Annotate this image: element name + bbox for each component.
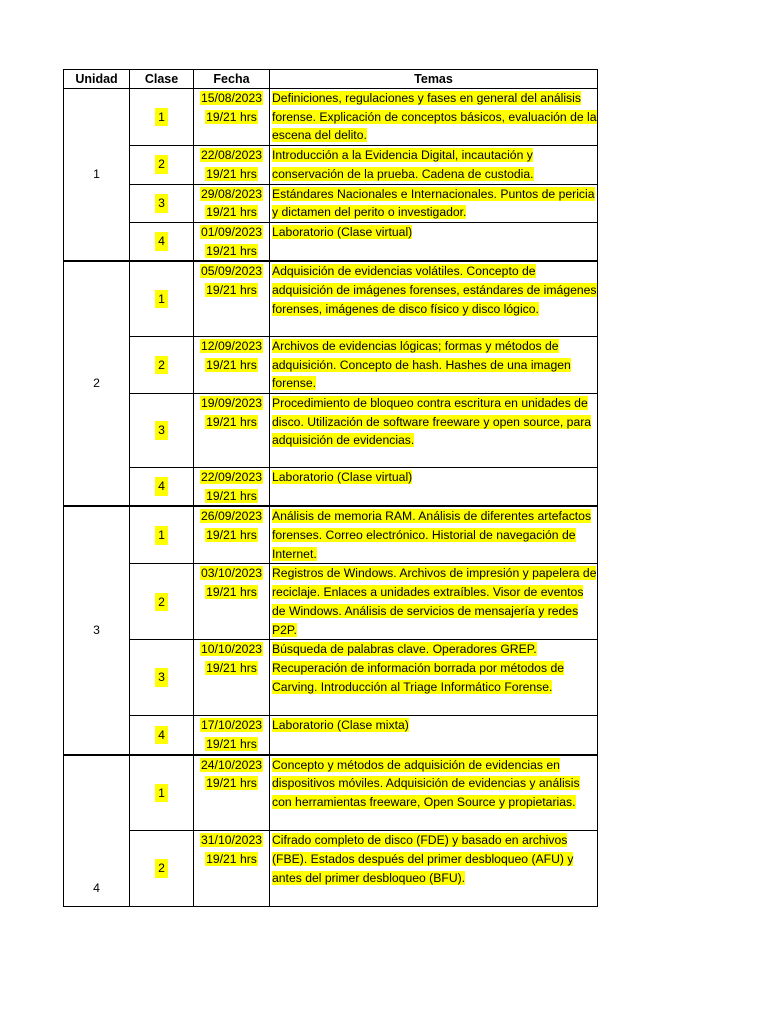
class-time: 19/21 hrs — [206, 166, 257, 181]
clase-number: 3 — [155, 421, 168, 440]
clase-cell — [130, 755, 194, 831]
table-row — [64, 831, 598, 907]
clase-cell — [130, 336, 194, 393]
class-time: 19/21 hrs — [206, 736, 257, 751]
clase-number: 2 — [155, 356, 168, 375]
fecha-cell — [194, 831, 270, 907]
tema-text: Búsqueda de palabras clave. Operadores GREP. Recuperación de información borrada por métodos de Carving. Introducción al Triage Informático Forense. — [272, 642, 564, 694]
tema-cell — [270, 222, 598, 261]
tema-cell — [270, 640, 598, 716]
table-row — [64, 640, 598, 716]
class-date: 22/08/2023 — [201, 148, 262, 163]
class-date: 03/10/2023 — [201, 566, 262, 581]
fecha-cell — [194, 222, 270, 261]
clase-number: 1 — [155, 784, 168, 803]
tema-text: Cifrado completo de disco (FDE) y basado en archivos (FBE). Estados después del primer desbloqueo (AFU) y antes del primer desbloqueo (BFU). — [272, 833, 574, 885]
class-date: 22/09/2023 — [201, 469, 262, 484]
class-date: 29/08/2023 — [201, 186, 262, 201]
clase-number: 4 — [155, 477, 168, 496]
table-row — [64, 564, 598, 640]
clase-number: 1 — [155, 108, 168, 127]
clase-number: 2 — [155, 593, 168, 612]
schedule-table — [63, 69, 598, 907]
class-time: 19/21 hrs — [206, 357, 257, 372]
clase-cell — [130, 564, 194, 640]
fecha-cell — [194, 184, 270, 222]
clase-number: 1 — [155, 290, 168, 309]
tema-cell — [270, 716, 598, 755]
header-temas: Temas — [270, 70, 598, 89]
tema-text: Registros de Windows. Archivos de impresión y papelera de reciclaje. Enlaces a unidades extraíbles. Visor de eventos de Windows. Análisis de servicios de mensajería y redes P2P. — [272, 566, 597, 637]
unidad-cell: 1 — [64, 89, 130, 262]
header-fecha: Fecha — [194, 70, 270, 89]
clase-cell — [130, 467, 194, 506]
tema-cell — [270, 184, 598, 222]
tema-cell — [270, 393, 598, 467]
table-row — [64, 184, 598, 222]
tema-text: Concepto y métodos de adquisición de evidencias en dispositivos móviles. Adquisición de evidencias y análisis con herramientas freeware, Open Source y propietarias. — [272, 757, 580, 810]
tema-text: Laboratorio (Clase mixta) — [272, 718, 409, 733]
tema-cell — [270, 336, 598, 393]
table-row — [64, 506, 598, 564]
fecha-cell — [194, 467, 270, 506]
fecha-cell — [194, 146, 270, 184]
fecha-cell — [194, 564, 270, 640]
tema-text: Laboratorio (Clase virtual) — [272, 469, 413, 484]
header-clase: Clase — [130, 70, 194, 89]
fecha-cell — [194, 716, 270, 755]
clase-cell — [130, 261, 194, 336]
table-row — [64, 146, 598, 184]
class-date: 15/08/2023 — [201, 91, 262, 105]
clase-number: 1 — [155, 526, 168, 545]
class-time: 19/21 hrs — [206, 414, 257, 429]
class-date: 31/10/2023 — [201, 833, 262, 848]
fecha-cell — [194, 640, 270, 716]
tema-cell — [270, 89, 598, 146]
clase-cell — [130, 640, 194, 716]
tema-text: Introducción a la Evidencia Digital, incautación y conservación de la prueba. Cadena de custodia. — [272, 148, 534, 181]
clase-number: 2 — [155, 859, 168, 878]
tema-text: Archivos de evidencias lógicas; formas y métodos de adquisición. Concepto de hash. Hashes de una imagen forense. — [272, 338, 571, 391]
clase-cell — [130, 716, 194, 755]
fecha-cell — [194, 261, 270, 336]
tema-text: Estándares Nacionales e Internacionales. Puntos de pericia y dictamen del perito o investigador. — [272, 186, 595, 220]
clase-cell — [130, 222, 194, 261]
class-time: 19/21 hrs — [206, 660, 257, 675]
table-row — [64, 336, 598, 393]
class-time: 19/21 hrs — [206, 243, 257, 258]
table-row — [64, 716, 598, 755]
unidad-cell: 3 — [64, 506, 130, 754]
fecha-cell — [194, 393, 270, 467]
fecha-cell — [194, 89, 270, 146]
tema-text: Adquisición de evidencias volátiles. Concepto de adquisición de imágenes forenses, estándares de imágenes forenses, imágenes de disco físico y disco lógico. — [272, 264, 597, 316]
class-time: 19/21 hrs — [206, 776, 257, 791]
class-time: 19/21 hrs — [206, 851, 257, 866]
class-time: 19/21 hrs — [206, 585, 257, 600]
tema-text: Análisis de memoria RAM. Análisis de diferentes artefactos forenses. Correo electrónico. Historial de navegación de Internet. — [272, 509, 592, 561]
clase-number: 4 — [155, 726, 168, 745]
clase-cell — [130, 393, 194, 467]
tema-text: Laboratorio (Clase virtual) — [272, 224, 413, 239]
class-date: 01/09/2023 — [201, 224, 262, 239]
fecha-cell — [194, 506, 270, 564]
fecha-cell — [194, 336, 270, 393]
clase-number: 3 — [155, 194, 168, 213]
class-time: 19/21 hrs — [206, 109, 257, 124]
clase-cell — [130, 89, 194, 146]
clase-cell — [130, 831, 194, 907]
clase-cell — [130, 506, 194, 564]
clase-cell — [130, 184, 194, 222]
table-row — [64, 89, 598, 146]
class-date: 10/10/2023 — [201, 642, 262, 657]
unidad-cell: 4 — [64, 755, 130, 907]
tema-cell — [270, 831, 598, 907]
tema-cell — [270, 506, 598, 564]
table-row — [64, 393, 598, 467]
class-time: 19/21 hrs — [206, 205, 257, 220]
tema-cell — [270, 564, 598, 640]
class-time: 19/21 hrs — [206, 283, 257, 298]
tema-cell — [270, 755, 598, 831]
class-date: 17/10/2023 — [201, 718, 262, 733]
tema-cell — [270, 146, 598, 184]
tema-text: Definiciones, regulaciones y fases en general del análisis forense. Explicación de conceptos básicos, evaluación de la escena del delito. — [272, 91, 597, 143]
fecha-cell — [194, 755, 270, 831]
class-date: 12/09/2023 — [201, 338, 262, 353]
tema-text: Procedimiento de bloqueo contra escritura en unidades de disco. Utilización de software freeware y open source, para adquisición de evidencias. — [272, 395, 592, 448]
tema-cell — [270, 467, 598, 506]
class-time: 19/21 hrs — [206, 528, 257, 543]
header-unidad: Unidad — [64, 70, 130, 89]
clase-number: 3 — [155, 668, 168, 687]
class-date: 05/09/2023 — [201, 264, 262, 279]
clase-number: 2 — [155, 155, 168, 174]
class-date: 19/09/2023 — [201, 395, 262, 410]
clase-cell — [130, 146, 194, 184]
class-date: 24/10/2023 — [201, 757, 262, 772]
header-row — [64, 70, 598, 89]
class-time: 19/21 hrs — [206, 488, 257, 503]
clase-number: 4 — [155, 232, 168, 251]
tema-cell — [270, 261, 598, 336]
table-row — [64, 222, 598, 261]
table-row — [64, 755, 598, 831]
table-row — [64, 261, 598, 336]
table-row — [64, 467, 598, 506]
unidad-cell: 2 — [64, 261, 130, 506]
class-date: 26/09/2023 — [201, 509, 262, 524]
